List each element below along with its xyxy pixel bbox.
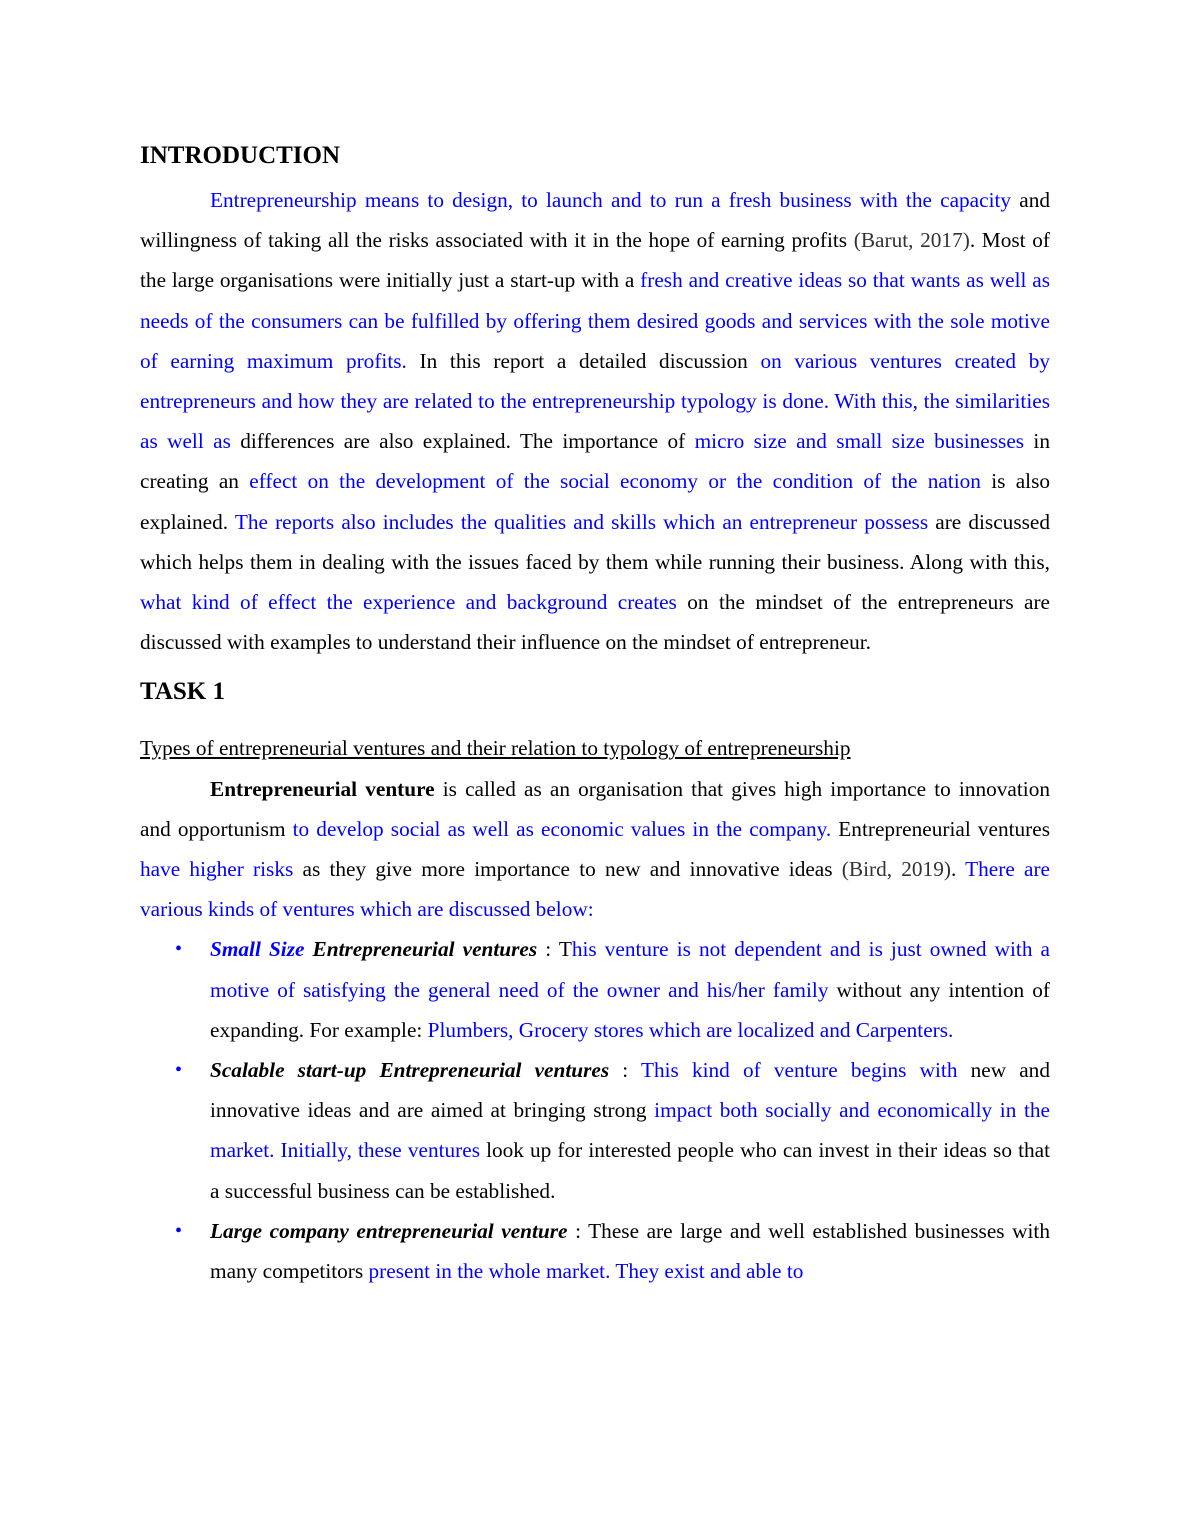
bullet-icon: •: [175, 938, 183, 961]
venture-list: [140, 929, 1050, 1291]
bullet-text: present in the whole market. They exist and able to: [368, 1259, 804, 1284]
list-item: [140, 1211, 1050, 1291]
task1-paragraph: [140, 769, 1050, 930]
intro-text-12: is also explained.: [140, 469, 1051, 534]
bullet-text: Plumbers, Grocery stores which are localized and Carpenters.: [427, 1017, 954, 1042]
intro-text-13: The reports also includes the qualities and skills which an entrepreneur possess: [234, 509, 929, 534]
intro-text-10: in creating an: [140, 429, 1050, 494]
task1-text-2: is called as an organisation that gives high importance to innovation and opportunism: [140, 776, 1050, 841]
intro-text-16: on the mindset of the entrepreneurs are discussed with examples to understand their influence on the mindset of entrepreneur.: [140, 590, 1051, 655]
bullet-text: new and innovative ideas and are aimed at bringing strong: [210, 1058, 1050, 1123]
bullet-text: This kind of venture begins with: [640, 1058, 958, 1083]
bullet-icon: •: [175, 1059, 183, 1082]
intro-text-6: In this report a detailed discussion: [406, 348, 761, 373]
intro-text-9: micro size and small size businesses: [694, 429, 1025, 454]
bullet-text: : T: [537, 937, 572, 962]
introduction-heading: INTRODUCTION: [140, 142, 341, 169]
list-item: [140, 1050, 1050, 1211]
bullet-title: Large company entrepreneurial venture: [210, 1218, 568, 1243]
intro-text-11: effect on the development of the social economy or the condition of the nation: [249, 469, 981, 494]
intro-text-15: what kind of effect the experience and background creates: [140, 590, 677, 615]
citation-barut: (Barut, 2017): [853, 228, 970, 253]
term-entrepreneurial-venture: Entrepreneurial venture: [210, 776, 435, 801]
list-item: [140, 929, 1050, 1050]
intro-text-4: . Most of the large organisations were initially just a start-up with a: [140, 228, 1050, 293]
document-page: [140, 140, 1050, 1291]
task1-text-4: Entrepreneurial ventures: [831, 816, 1050, 841]
bullet-text: his venture is not dependent and is just owned with a motive of satisfying the general need of the owner and his/her family: [210, 937, 1050, 1002]
intro-text-14: are discussed which helps them in dealing with the issues faced by them while running their business. Along with this,: [140, 509, 1050, 574]
task1-text-6: as they give more importance to new and innovative ideas: [293, 857, 842, 882]
intro-text-8: differences are also explained. The importance of: [230, 429, 695, 454]
intro-text-7: on various ventures created by entrepreneurs and how they are related to the entrepreneurship typology is done. With this, the similarities as well as: [140, 348, 1050, 454]
task1-text-5: have higher risks: [140, 857, 294, 882]
bullet-text: without any intention of expanding. For example:: [210, 977, 1051, 1042]
task1-heading: TASK 1: [140, 678, 225, 706]
bullet-title-part: Small Size: [210, 937, 305, 962]
bullet-text: impact both socially and economically in the market. Initially, these ventures: [210, 1098, 1050, 1163]
task1-subheading: Types of entrepreneurial ventures and their relation to typology of entrepreneurship: [140, 736, 851, 761]
bullet-title: Entrepreneurial ventures: [304, 937, 538, 962]
citation-bird: (Bird, 2019): [841, 857, 951, 882]
task1-text-3: to develop social as well as economic values in the company.: [292, 816, 832, 841]
introduction-paragraph: [140, 180, 1050, 662]
bullet-text: :: [609, 1058, 641, 1083]
bullet-text: : These are large and well established businesses with many competitors: [210, 1218, 1050, 1284]
bullet-text: look up for interested people who can invest in their ideas so that a successful business can be established.: [210, 1138, 1050, 1203]
intro-text-5: fresh and creative ideas so that wants as well as needs of the consumers can be fulfilled by offering them desired goods and services with the sole motive of earning maximum profits.: [140, 268, 1050, 373]
task1-text-8: .: [950, 857, 966, 882]
intro-text-2: and willingness of taking all the risks associated with it in the hope of earning profits: [140, 188, 1051, 253]
bullet-icon: •: [175, 1219, 183, 1242]
intro-text-1: Entrepreneurship means to design, to launch and to run a fresh business with the capacity: [210, 188, 1012, 212]
bullet-title: Scalable start-up Entrepreneurial ventures: [210, 1058, 610, 1083]
task1-text-9: There are various kinds of ventures which are discussed below:: [140, 857, 1050, 922]
